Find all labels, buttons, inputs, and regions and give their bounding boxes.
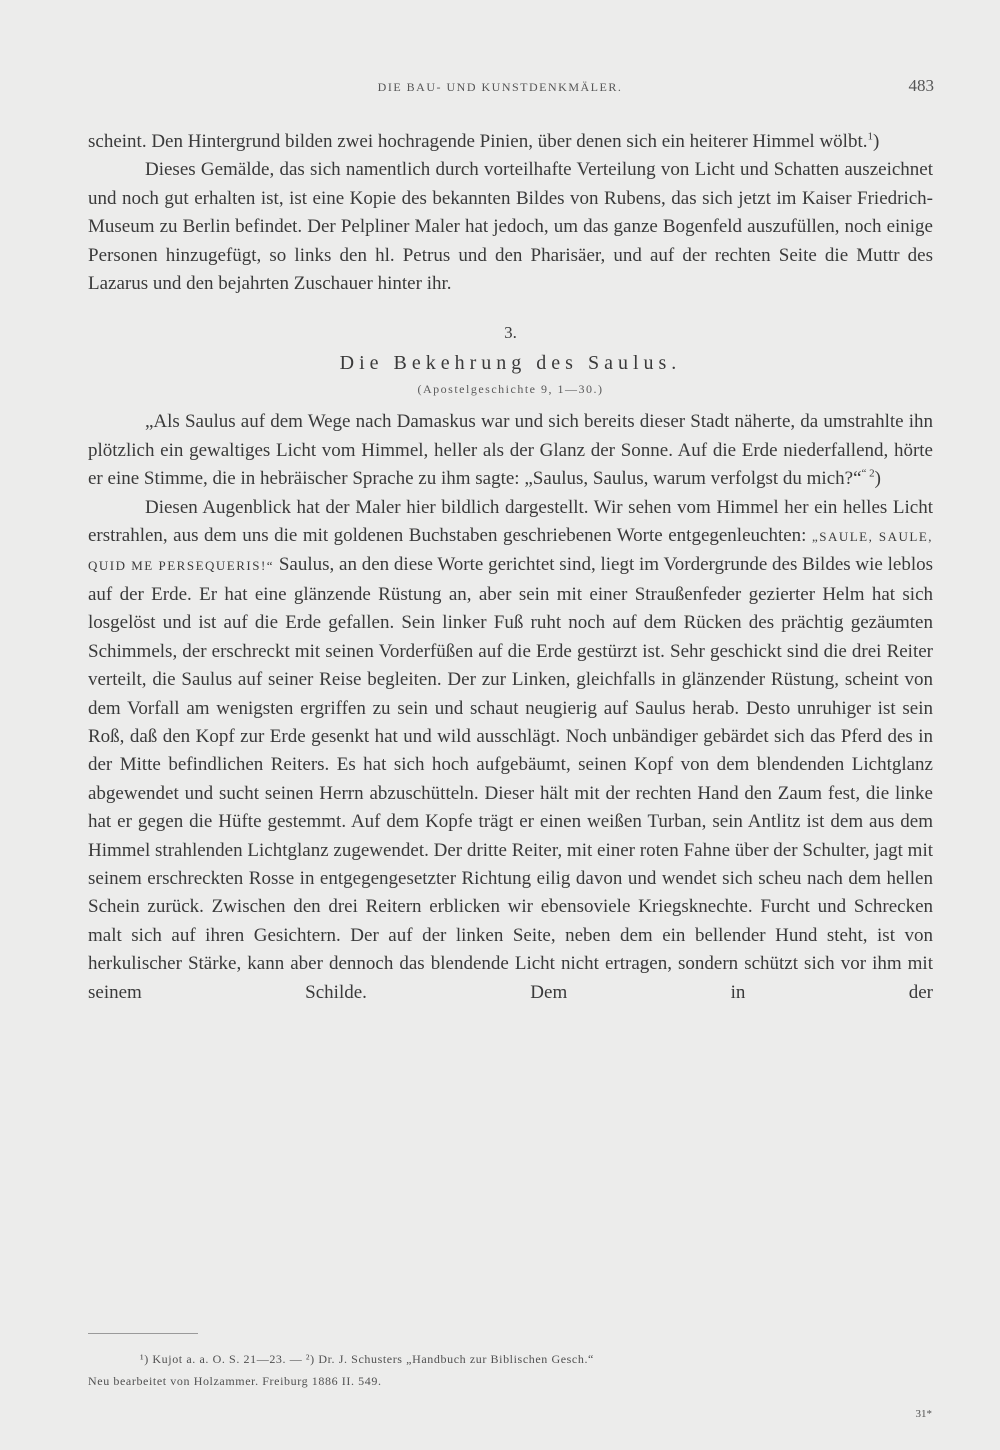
paragraph-text: scheint. Den Hintergrund bilden zwei hochragende Pinien, über denen sich ein heiterer Himmel wölbt. bbox=[88, 131, 868, 152]
text-body bbox=[88, 128, 933, 1007]
footnote-line: Neu bearbeitet von Holzammer. Freiburg 1886 II. 549. bbox=[88, 1374, 382, 1388]
footnote-marker-close: ) bbox=[874, 468, 881, 490]
footnote-divider bbox=[88, 1333, 198, 1334]
footnote-marker: “ 2 bbox=[861, 467, 875, 480]
footnote-line: ¹) Kujot a. a. O. S. 21—23. — ²) Dr. J. Schusters „Handbuch zur Biblischen Gesch.“ bbox=[140, 1352, 594, 1366]
paragraph-rubens-copy: Dieses Gemälde, das sich namentlich durch vorteilhafte Verteilung von Licht und Schatten auszeichnet und noch gut erhalten ist, ist eine Kopie des bekannten Bildes von Rubens, das sich jetzt im Kaiser Friedrich-Museum zu Berlin befindet. Der Pelpliner Maler hat jedoch, um das ganze Bogenfeld auszufüllen, noch einige Personen hinzugefügt, so links den hl. Petrus und den Pharisäer, und auf der rechten Seite die Muttr des Lazarus und den bejahrten Zuschauer hinter ihr. bbox=[88, 159, 933, 295]
paragraph-continuation bbox=[88, 128, 933, 156]
section-source: (Apostelgeschichte 9, 1—30.) bbox=[417, 382, 604, 397]
section-title: Die Bekehrung des Saulus. bbox=[339, 352, 682, 375]
paragraph-description bbox=[88, 494, 933, 1007]
description-intro: Diesen Augenblick hat der Maler hier bildlich dargestellt. Wir sehen vom Himmel her ein helles Licht erstrahlen, aus dem uns die mit goldenen Buchstaben geschriebenen Worte entgegenleuchten: bbox=[88, 496, 933, 547]
paragraph-quote bbox=[88, 408, 933, 493]
latin-inscription: „SAULE, SAULE, QUID ME PERSEQUERIS!“ bbox=[88, 529, 934, 574]
section-heading bbox=[88, 320, 933, 400]
footnote-marker: 1 bbox=[867, 130, 873, 143]
section-number: 3. bbox=[504, 323, 517, 343]
running-title: DIE BAU- UND KUNSTDENKMÄLER. bbox=[377, 80, 623, 94]
page-number: 483 bbox=[908, 76, 934, 95]
quote-text: „Als Saulus auf dem Wege nach Damaskus war und sich bereits dieser Stadt näherte, da umstrahlte ihn plötzlich ein gewaltiges Licht vom Himmel, heller als der Glanz der Sonne. Auf die Erde niederfallend, hörte er eine Stimme, die in hebräischer Sprache zu ihm sagte: „Saulus, Saulus, warum verfolgst du mich?“ bbox=[88, 411, 933, 490]
running-head bbox=[0, 76, 1000, 100]
description-main: Saulus, an den diese Worte gerichtet sind, liegt im Vordergrunde des Bildes wie leblos auf der Erde. Er hat eine glänzende Rüstung an, aber sein mit einer Straußenfeder gezierter Helm hat sich losgelöst und ist auf die Erde gefallen. Sein linker Fuß ruht noch auf dem Rücken des prächtig gezäumten Schimmels, der erschreckt mit seinen Vorderfüßen auf die Erde gestürzt ist. Sehr geschickt sind die drei Reiter verteilt, die Saulus auf seiner Reise begleiten. Der zur Linken, gleichfalls in glänzender Rüstung, scheint von dem Vorfall am wenigsten ergriffen zu sein und schaut neugierig auf Saulus herab. Desto unruhiger ist sein Roß, daß den Kopf zur Erde gesenkt hat und wild ausschlägt. Noch unbändiger gebärdet sich das Pferd des in der Mitte befindlichen Reiters. Es hat sich hoch aufgebäumt, seinen Kopf von dem blendenden Lichtglanz abgewendet und sucht seinen Herrn abzuschütteln. Dieser hält mit der rechten Hand den Zaum fest, die linke hat er gegen die Hüfte gestemmt. Auf dem Kopfe trägt er einen weißen Turban, sein Antlitz ist dem aus dem Himmel strahlenden Lichtglanz zugewendet. Der dritte Reiter, mit einer roten Fahne über der Schulter, jagt mit seinem erschreckten Rosse in entgegengesetzter Richtung eilig davon und wendet sich scheu nach dem hellen Schein zurück. Zwischen den drei Reitern erblicken wir ebensoviele Kriegsknechte. Furcht und Schrecken malt sich auf ihren Gesichtern. Der auf der linken Seite, neben dem ein bellender Hund steht, ist von herkulischer Stärke, kann aber dennoch das blendende Licht nicht ertragen, sondern schützt sich vor ihm mit seinem Schilde. Dem in der bbox=[88, 554, 933, 1003]
footnote-marker-close: ) bbox=[872, 131, 880, 152]
sheet-signature: 31* bbox=[915, 1408, 932, 1420]
footnotes bbox=[88, 1348, 933, 1392]
